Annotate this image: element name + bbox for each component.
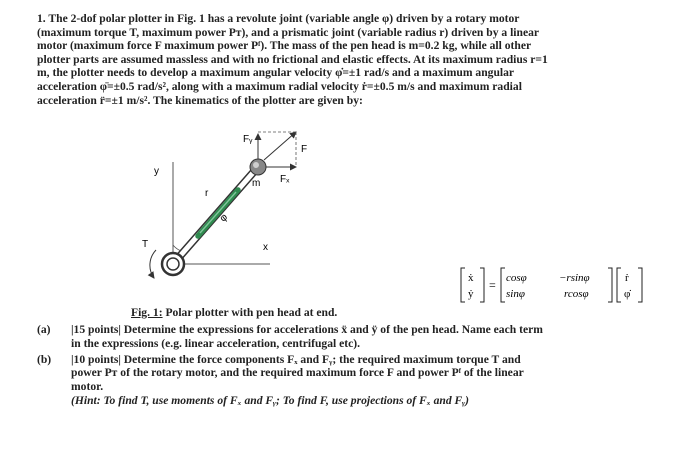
question-line: power Pᴛ of the rotary motor, and the required maximum force F and power Pᶠ of the linear	[71, 366, 524, 380]
question-line: |10 points| Determine the force components Fₓ and Fᵧ; the required maximum torque T and	[71, 352, 521, 366]
problem-line: motor (maximum force F maximum power Pᶠ). The mass of the pen head is m=0.2 kg, while all other	[37, 39, 532, 53]
matrix-m22: rcosφ	[564, 288, 589, 300]
torque-label: T	[142, 239, 149, 250]
question-tag: (a)	[37, 323, 51, 336]
matrix-m12: −rsinφ	[559, 272, 590, 284]
problem-line: acceleration r̈=±1 m/s². The kinematics of the plotter are given by:	[37, 93, 363, 107]
force-fx-label: Fₓ	[280, 174, 290, 185]
equals-sign: =	[489, 278, 496, 292]
question-line: |15 points| Determine the expressions for accelerations ẍ and ÿ of the pen head. Name each term	[71, 323, 543, 336]
radius-label: r	[205, 188, 209, 199]
mass-label: m	[252, 178, 261, 189]
force-fy-label: Fᵧ	[243, 134, 253, 145]
question-line: in the expressions (e.g. linear acceleration, centrifugal etc).	[71, 336, 361, 350]
rotary-joint-inner	[167, 258, 179, 270]
question-b	[37, 353, 667, 408]
y-axis-label: y	[154, 166, 159, 177]
kinematics-equation	[458, 265, 648, 305]
question-line: motor.	[71, 380, 104, 394]
caption-text: Polar plotter with pen head at end.	[162, 306, 338, 319]
question-tag: (b)	[37, 352, 52, 366]
lhs-xdot: ẋ	[468, 272, 474, 284]
lhs-ydot: ẏ	[468, 288, 474, 300]
problem-line: acceleration φ̈=±0.5 rad/s², along with a maximum radial velocity ṙ=±0.5 m/s and maximum radial	[37, 79, 522, 93]
x-axis-label: x	[263, 242, 268, 253]
question-list	[37, 323, 667, 410]
pen-head-highlight	[253, 162, 259, 168]
force-f-label: F	[301, 144, 308, 155]
matrix-m21: sinφ	[506, 288, 525, 300]
hint-text: (Hint: To find T, use moments of Fₓ and Fᵧ; To find F, use projections of Fₓ and Fᵧ)	[71, 393, 470, 407]
question-a	[37, 323, 667, 351]
rhs-rdot: ṙ	[625, 272, 629, 284]
polar-plotter-figure	[120, 124, 360, 284]
matrix-m11: cosφ	[506, 272, 527, 284]
figure-caption	[131, 306, 337, 319]
problem-line: (maximum torque T, maximum power Pᴛ), and a prismatic joint (variable radius r) driven by a linear	[37, 25, 540, 39]
rhs-phidot: φ̇	[624, 288, 631, 300]
caption-label: Fig. 1:	[131, 306, 163, 319]
force-f-arrow	[264, 132, 296, 160]
problem-line: m, the plotter needs to develop a maximum angular velocity φ̇=±1 rad/s and a maximum angular	[37, 66, 515, 80]
problem-statement	[37, 12, 667, 107]
problem-line: plotter parts are assumed massless and with no frictional and elastic effects. At its maximum radius r=1	[37, 52, 548, 66]
phi-label: φ	[217, 211, 230, 225]
torque-arrow	[150, 250, 156, 278]
problem-line: 1. The 2-dof polar plotter in Fig. 1 has a revolute joint (variable angle φ) driven by a rotary motor	[37, 12, 520, 25]
